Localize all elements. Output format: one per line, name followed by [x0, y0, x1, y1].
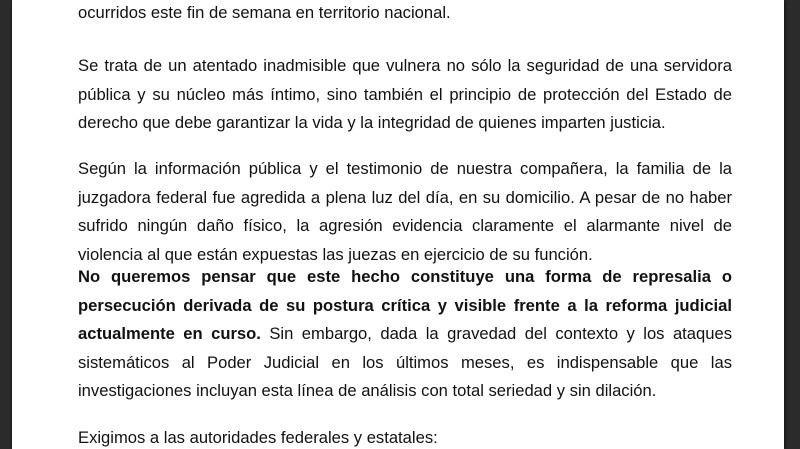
paragraph-intro-tail: ocurridos este fin de semana en territorio nacional. [78, 3, 451, 22]
paragraph-continuation: Sin embargo, dada la gravedad del contexto y los ataques sistemáticos al Poder Judicial en los últimos meses, es indispensable que las investigaciones incluyan esta línea de análisis con total seriedad y sin dilación. [78, 324, 732, 400]
paragraph-public-information: Según la información pública y el testimonio de nuestra compañera, la familia de la juzgadora federal fue agredida a plena luz del día, en su domicilio. A pesar de no haber sufrido ningún daño físico, la agresión evidencia claramente el alarmante nivel de violencia al que están expuestas las juezas en ejercicio de su función. [78, 159, 732, 264]
document-page [12, 0, 784, 449]
bold-statement: No queremos pensar que este hecho constituye una forma de represalia o persecución derivada de su postura crítica y visible frente a la reforma judicial actualmente en curso. [78, 267, 732, 343]
paragraph-reprisal-concern [78, 263, 732, 406]
paragraph-attack-statement: Se trata de un atentado inadmisible que vulnera no sólo la seguridad de una servidora pública y su núcleo más íntimo, sino también el principio de protección del Estado de derecho que debe garantizar la vida y la integridad de quienes imparten justicia. [78, 56, 732, 132]
paragraph-demands-heading: Exigimos a las autoridades federales y estatales: [78, 428, 438, 447]
